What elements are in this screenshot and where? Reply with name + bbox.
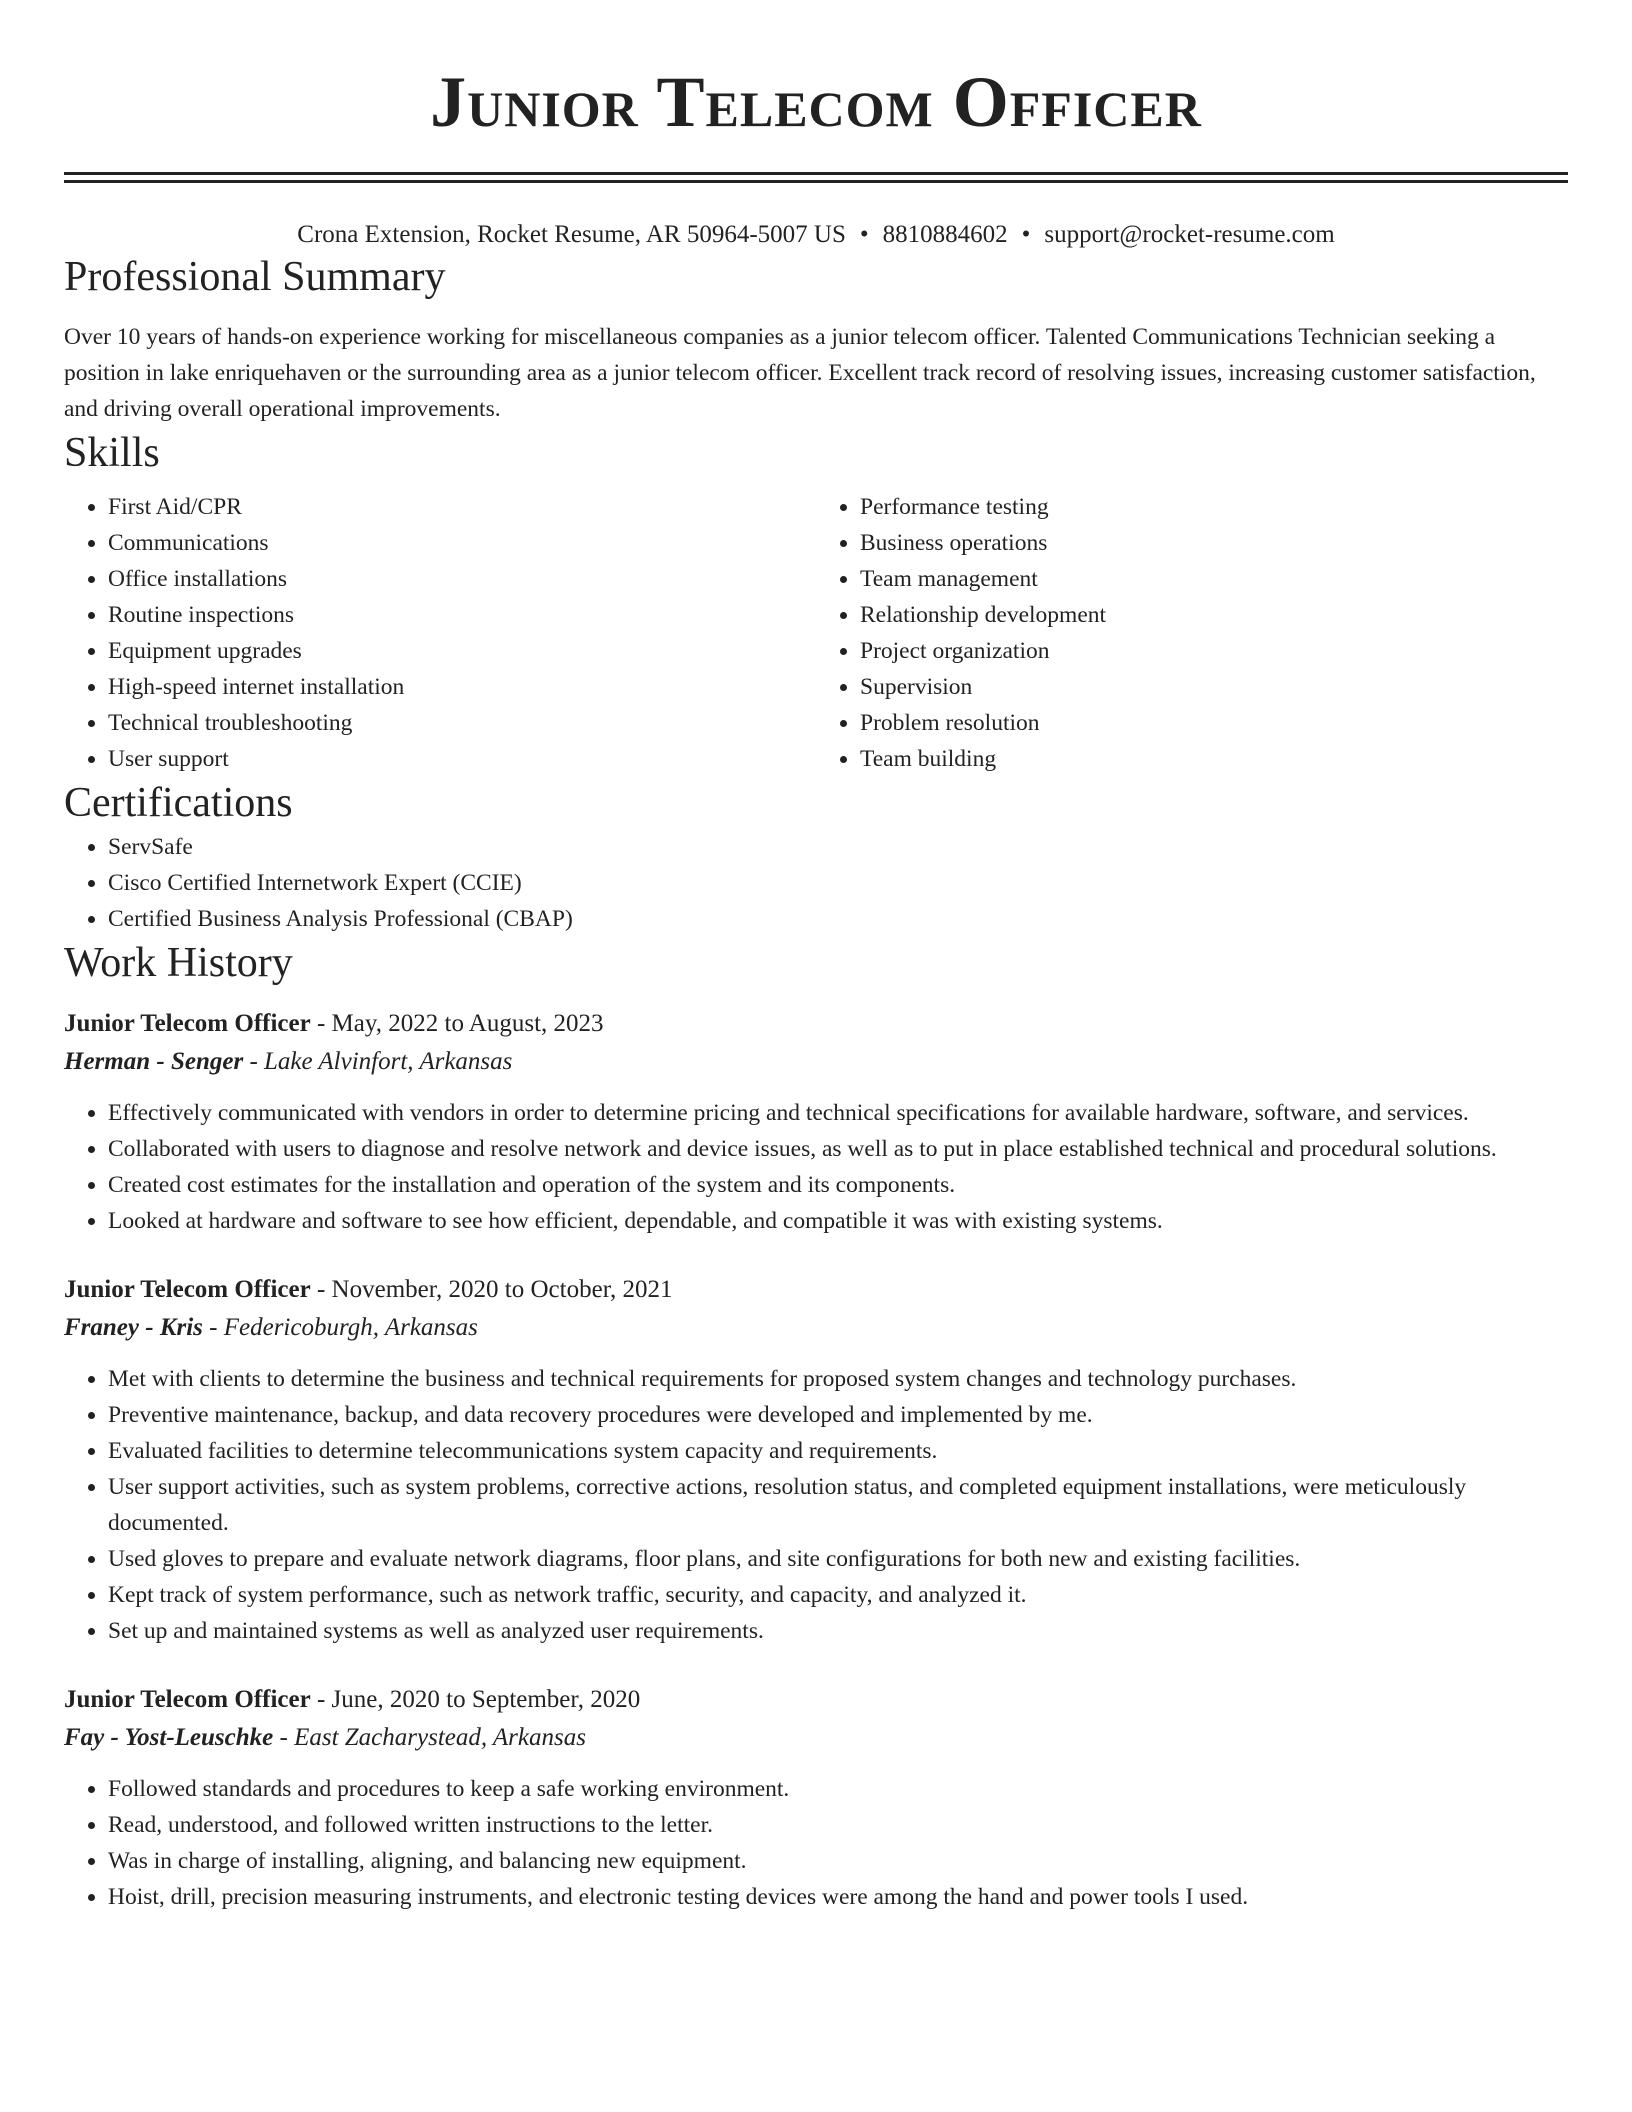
- job-entry: [64, 1271, 1568, 1649]
- skills-columns: [64, 489, 1568, 777]
- resume-title: Junior Telecom Officer: [430, 62, 1202, 142]
- skill-item: • Team management: [860, 561, 1568, 597]
- contact-line: [64, 219, 1568, 251]
- job-duty: • Effectively communicated with vendors in order to determine pricing and technical specifications for available hardware, software, and services.: [108, 1095, 1568, 1131]
- skill-item: • Technical troubleshooting: [108, 705, 816, 741]
- job-duty: • User support activities, such as system problems, corrective actions, resolution status, and completed equipment installations, were meticulously documented.: [108, 1469, 1568, 1541]
- job-title: Junior Telecom Officer: [64, 1686, 311, 1713]
- job-entry: [64, 1005, 1568, 1239]
- skill-item: • Supervision: [860, 669, 1568, 705]
- job-employer: [64, 1719, 1568, 1757]
- contact-separator: •: [859, 221, 869, 248]
- certification-item: • Certified Business Analysis Professional (CBAP): [108, 901, 1568, 937]
- job-duties: [64, 1771, 1568, 1915]
- job-duty: • Used gloves to prepare and evaluate network diagrams, floor plans, and site configurations for both new and existing facilities.: [108, 1541, 1568, 1577]
- contact-phone: 8810884602: [882, 221, 1008, 248]
- skill-item: • First Aid/CPR: [108, 489, 816, 525]
- certification-item: • Cisco Certified Internetwork Expert (CCIE): [108, 865, 1568, 901]
- job-duty: • Set up and maintained systems as well as analyzed user requirements.: [108, 1613, 1568, 1649]
- skill-item: • Communications: [108, 525, 816, 561]
- skill-item: • Office installations: [108, 561, 816, 597]
- job-duty: • Was in charge of installing, aligning, and balancing new equipment.: [108, 1843, 1568, 1879]
- job-company: Herman - Senger: [64, 1048, 244, 1075]
- job-header: [64, 1681, 1568, 1719]
- title-divider: [64, 172, 1568, 175]
- resume-content: [64, 0, 1568, 1915]
- job-location: - Federicoburgh, Arkansas: [202, 1314, 478, 1341]
- certification-item: • ServSafe: [108, 829, 1568, 865]
- skill-item: • Project organization: [860, 633, 1568, 669]
- job-dates: - June, 2020 to September, 2020: [310, 1686, 641, 1713]
- skill-item: • User support: [108, 741, 816, 777]
- summary-heading: Professional Summary: [64, 254, 446, 300]
- job-duty: • Followed standards and procedures to keep a safe working environment.: [108, 1771, 1568, 1807]
- job-duty: • Preventive maintenance, backup, and data recovery procedures were developed and implemented by me.: [108, 1397, 1568, 1433]
- skills-left-list: [64, 489, 816, 777]
- job-header: [64, 1271, 1568, 1309]
- skills-heading: Skills: [64, 430, 160, 476]
- job-location: - East Zacharystead, Arkansas: [273, 1724, 586, 1751]
- skill-item: • Business operations: [860, 525, 1568, 561]
- job-duty: • Created cost estimates for the installation and operation of the system and its components.: [108, 1167, 1568, 1203]
- contact-email: support@rocket-resume.com: [1044, 221, 1335, 248]
- skill-item: • Routine inspections: [108, 597, 816, 633]
- contact-separator: •: [1021, 221, 1031, 248]
- job-duty: • Evaluated facilities to determine telecommunications system capacity and requirements.: [108, 1433, 1568, 1469]
- skill-item: • Problem resolution: [860, 705, 1568, 741]
- summary-text: Over 10 years of hands-on experience working for miscellaneous companies as a junior telecom officer. Talented Communications Technician seeking a position in lake enriquehaven or the surrounding area as a junior telecom officer. Excellent track record of resolving issues, increasing customer satisfaction, and driving overall operational improvements.: [64, 324, 1536, 422]
- job-duties: [64, 1095, 1568, 1239]
- job-employer: [64, 1043, 1568, 1081]
- skill-item: • Relationship development: [860, 597, 1568, 633]
- work-history-heading: Work History: [64, 940, 293, 986]
- job-duty: • Hoist, drill, precision measuring instruments, and electronic testing devices were among the hand and power tools I used.: [108, 1879, 1568, 1915]
- skill-item: • Equipment upgrades: [108, 633, 816, 669]
- contact-address: Crona Extension, Rocket Resume, AR 50964-5007 US: [297, 221, 846, 248]
- job-header: [64, 1005, 1568, 1043]
- job-duties: [64, 1361, 1568, 1649]
- job-company: Franey - Kris: [64, 1314, 203, 1341]
- job-duty: • Met with clients to determine the business and technical requirements for proposed system changes and technology purchases.: [108, 1361, 1568, 1397]
- skill-item: • Performance testing: [860, 489, 1568, 525]
- job-title: Junior Telecom Officer: [64, 1010, 311, 1037]
- job-dates: - November, 2020 to October, 2021: [310, 1276, 673, 1303]
- job-entry: [64, 1681, 1568, 1915]
- job-duty: • Kept track of system performance, such as network traffic, security, and capacity, and analyzed it.: [108, 1577, 1568, 1613]
- certifications-heading: Certifications: [64, 780, 293, 826]
- job-location: - Lake Alvinfort, Arkansas: [243, 1048, 513, 1075]
- job-dates: - May, 2022 to August, 2023: [310, 1010, 604, 1037]
- skill-item: • Team building: [860, 741, 1568, 777]
- skill-item: • High-speed internet installation: [108, 669, 816, 705]
- job-duty: • Read, understood, and followed written instructions to the letter.: [108, 1807, 1568, 1843]
- certifications-list: [64, 829, 1568, 937]
- job-employer: [64, 1309, 1568, 1347]
- skills-right-list: [816, 489, 1568, 777]
- job-duty: • Looked at hardware and software to see how efficient, dependable, and compatible it was with existing systems.: [108, 1203, 1568, 1239]
- job-company: Fay - Yost-Leuschke: [64, 1724, 274, 1751]
- job-title: Junior Telecom Officer: [64, 1276, 311, 1303]
- job-duty: • Collaborated with users to diagnose and resolve network and device issues, as well as to put in place established technical and procedural solutions.: [108, 1131, 1568, 1167]
